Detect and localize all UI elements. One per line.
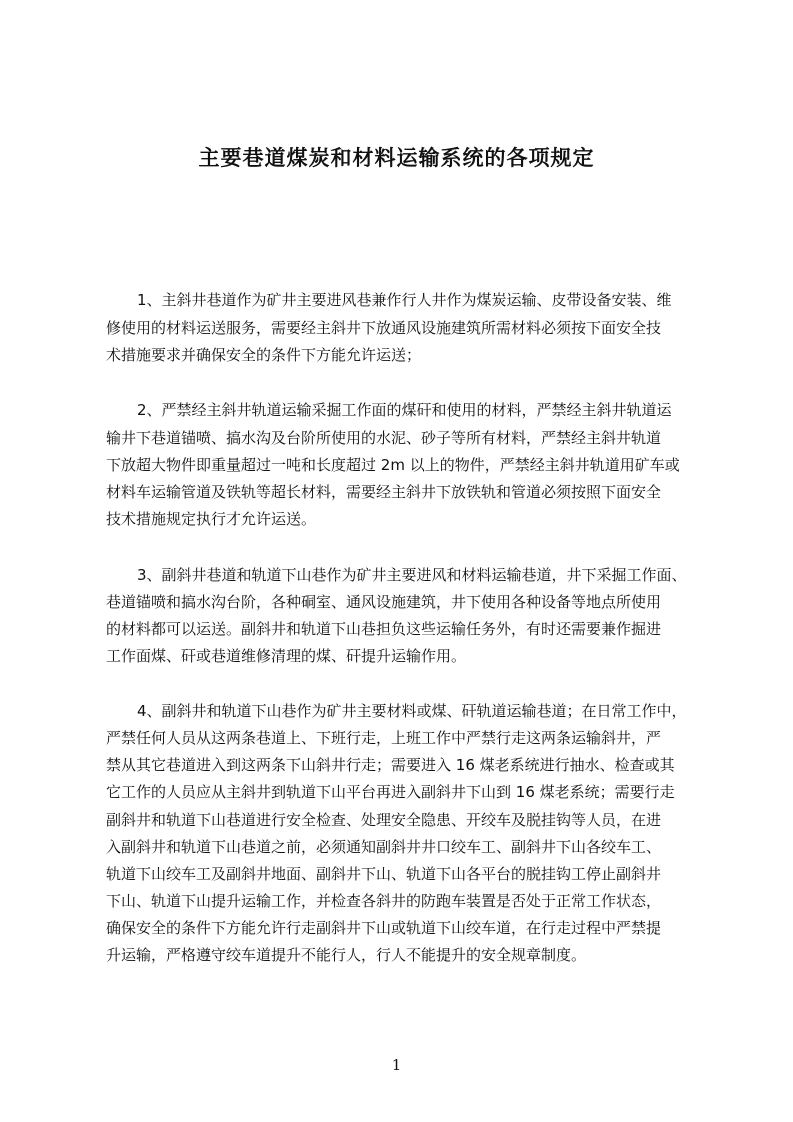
paragraph-2-line-2: 输井下巷道锚喷、搞水沟及台阶所使用的水泥、砂子等所有材料，严禁经主斜井轨道 — [106, 429, 662, 447]
paragraph-4-line-6: 入副斜井和轨道下山巷道之前，必须通知副斜井井口绞车工、副斜井下山各绞车工、 — [106, 838, 662, 856]
paragraph-3-line-4: 工作面煤、矸或巷道维修清理的煤、矸提升运输作用。 — [106, 647, 467, 665]
paragraph-4-line-4: 它工作的人员应从主斜井到轨道下山平台再进入副斜井下山到 16 煤老系统；需要行走 — [106, 783, 675, 801]
paragraph-3-line-3: 的材料都可以运送。副斜井和轨道下山巷担负这些运输任务外，有时还需要兼作掘进 — [106, 620, 662, 638]
paragraph-1-line-2: 修使用的材料运送服务，需要经主斜井下放通风设施建筑所需材料必须按下面安全技 — [106, 319, 662, 337]
document-title: 主要巷道煤炭和材料运输系统的各项规定 — [198, 146, 595, 170]
paragraph-1-line-1: 1、主斜井巷道作为矿井主要进风巷兼作行人井作为煤炭运输、皮带设备安装、维 — [137, 291, 672, 309]
paragraph-4-line-5: 副斜井和轨道下山巷道进行安全检查、处理安全隐患、开绞车及脱挂钩等人员，在进 — [106, 811, 662, 829]
paragraph-4-line-3: 禁从其它巷道进入到这两条下山斜井行走；需要进入 16 煤老系统进行抽水、检查或其 — [106, 756, 675, 774]
paragraph-2-line-4: 材料车运输管道及铁轨等超长材料，需要经主斜井下放铁轨和管道必须按照下面安全 — [106, 483, 662, 501]
paragraph-3-line-2: 巷道锚喷和搞水沟台阶，各种硐室、通风设施建筑，井下使用各种设备等地点所使用 — [106, 593, 662, 611]
paragraph-4-line-1: 4、副斜井和轨道下山巷作为矿井主要材料或煤、矸轨道运输巷道；在日常工作中， — [137, 702, 687, 720]
paragraph-4-line-2: 严禁任何人员从这两条巷道上、下班行走，上班工作中严禁行走这两条运输斜井，严 — [106, 729, 662, 747]
paragraph-4-line-10: 升运输，严格遵守绞车道提升不能行人，行人不能提升的安全规章制度。 — [106, 946, 587, 964]
paragraph-4-line-7: 轨道下山绞车工及副斜井地面、副斜井下山、轨道下山各平台的脱挂钩工停止副斜井 — [106, 865, 662, 883]
paragraph-4-line-9: 确保安全的条件下方能允许行走副斜井下山或轨道下山绞车道，在行走过程中严禁提 — [106, 919, 662, 937]
paragraph-1-line-3: 术措施要求并确保安全的条件下方能允许运送； — [106, 346, 422, 364]
paragraph-4-line-8: 下山、轨道下山提升运输工作，并检查各斜井的防跑车装置是否处于正常工作状态， — [106, 892, 662, 910]
paragraph-2-line-5: 技术措施规定执行才允许运送。 — [106, 510, 317, 528]
paragraph-2-line-1: 2、严禁经主斜井轨道运输采掘工作面的煤矸和使用的材料，严禁经主斜井轨道运 — [137, 401, 672, 419]
page-number: 1 — [391, 1056, 402, 1074]
paragraph-2-line-3: 下放超大物件即重量超过一吨和长度超过 2m 以上的物件，严禁经主斜井轨道用矿车或 — [106, 456, 680, 474]
paragraph-3-line-1: 3、副斜井巷道和轨道下山巷作为矿井主要进风和材料运输巷道，井下采掘工作面、 — [137, 566, 687, 584]
